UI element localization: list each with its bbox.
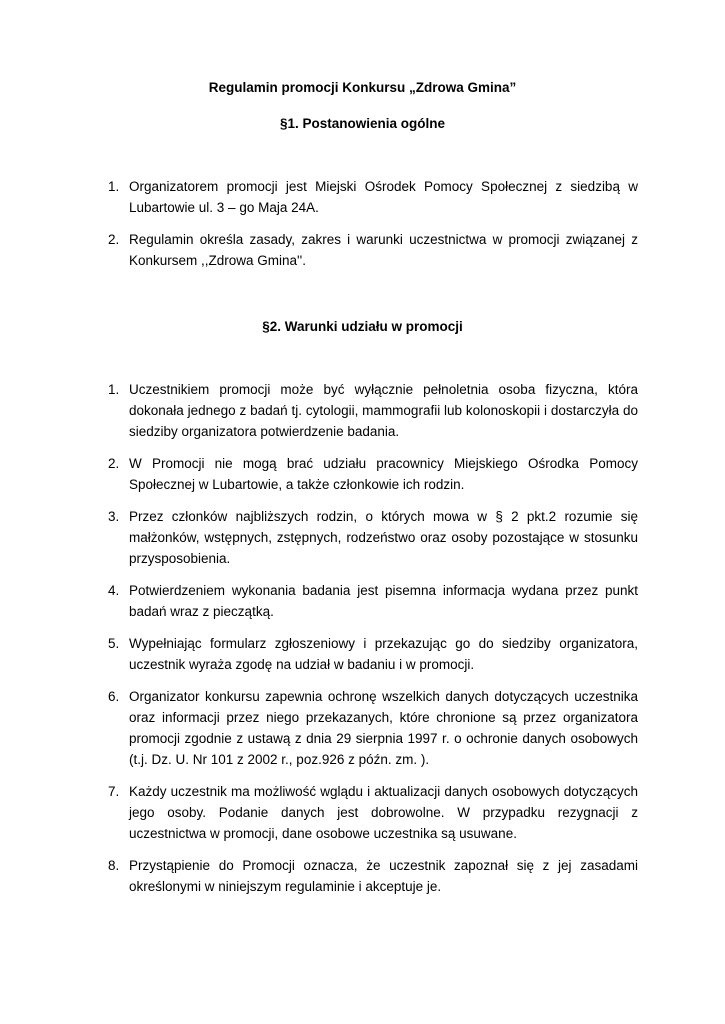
list-item-text: Przez członków najbliższych rodzin, o których mowa w § 2 pkt.2 rozumie się małżonków, wstępnych, zstępnych, rodzeństwo oraz osoby pozostające w stosunku przysposobienia. <box>129 509 638 566</box>
list-item <box>108 229 638 271</box>
list-item-text: Wypełniając formularz zgłoszeniowy i przekazując go do siedziby organizatora, uczestnik wyraża zgodę na udział w badaniu i w promocji. <box>129 636 638 672</box>
list-item-text: Przystąpienie do Promocji oznacza, że uczestnik zapoznał się z jej zasadami określonymi w niniejszym regulaminie i akceptuje je. <box>129 858 638 894</box>
list-item <box>108 580 638 622</box>
list-item-text: Potwierdzeniem wykonania badania jest pisemna informacja wydana przez punkt badań wraz z pieczątką. <box>129 583 638 619</box>
list-item <box>108 855 638 897</box>
list-item-number: 2. <box>108 456 120 471</box>
list-item <box>108 781 638 844</box>
list-item-text: Organizatorem promocji jest Miejski Ośrodek Pomocy Społecznej z siedzibą w Lubartowie ul. 3 – go Maja 24A. <box>129 179 638 215</box>
document-title: Regulamin promocji Konkursu „Zdrowa Gmina” <box>208 80 517 95</box>
list-item-text: Regulamin określa zasady, zakres i warunki uczestnictwa w promocji związanej z Konkursem ,,Zdrowa Gmina''. <box>129 232 638 268</box>
list-item-text: W Promocji nie mogą brać udziału pracownicy Miejskiego Ośrodka Pomocy Społecznej w Lubartowie, a także członkowie ich rodzin. <box>129 456 638 492</box>
list-item-number: 1. <box>108 382 120 397</box>
list-item <box>108 506 638 569</box>
list-item-text: Każdy uczestnik ma możliwość wglądu i aktualizacji danych osobowych dotyczących jego osoby. Podanie danych jest dobrowolne. W przypadku rezygnacji z uczestnictwa w promocji, dane osobowe uczestnika są usuwane. <box>129 784 638 841</box>
list-item-number: 1. <box>108 179 120 194</box>
list-item <box>108 453 638 495</box>
list-item-number: 3. <box>108 509 120 524</box>
list-item-number: 8. <box>108 858 120 873</box>
list-item <box>108 176 638 218</box>
list-item-number: 6. <box>108 689 120 704</box>
list-item <box>108 379 638 442</box>
section-list-general-provisions <box>108 176 638 282</box>
section-heading-participation-conditions: §2. Warunki udziału w promocji <box>262 319 463 334</box>
list-item-number: 2. <box>108 232 120 247</box>
list-item-number: 4. <box>108 583 120 598</box>
list-item <box>108 633 638 675</box>
list-item <box>108 686 638 770</box>
list-item-number: 7. <box>108 784 120 799</box>
section-heading-general-provisions: §1. Postanowienia ogólne <box>279 116 446 131</box>
list-item-number: 5. <box>108 636 120 651</box>
section-list-participation-conditions <box>108 379 638 908</box>
list-item-text: Uczestnikiem promocji może być wyłącznie pełnoletnia osoba fizyczna, która dokonała jednego z badań tj. cytologii, mammografii lub kolonoskopii i dostarczyła do siedziby organizatora potwierdzenie badania. <box>129 382 638 439</box>
list-item-text: Organizator konkursu zapewnia ochronę wszelkich danych dotyczących uczestnika oraz informacji przez niego przekazanych, które chronione są przez organizatora promocji zgodnie z ustawą z dnia 29 sierpnia 1997 r. o ochronie danych osobowych (t.j. Dz. U. Nr 101 z 2002 r., poz.926 z późn. zm. ). <box>129 689 638 767</box>
